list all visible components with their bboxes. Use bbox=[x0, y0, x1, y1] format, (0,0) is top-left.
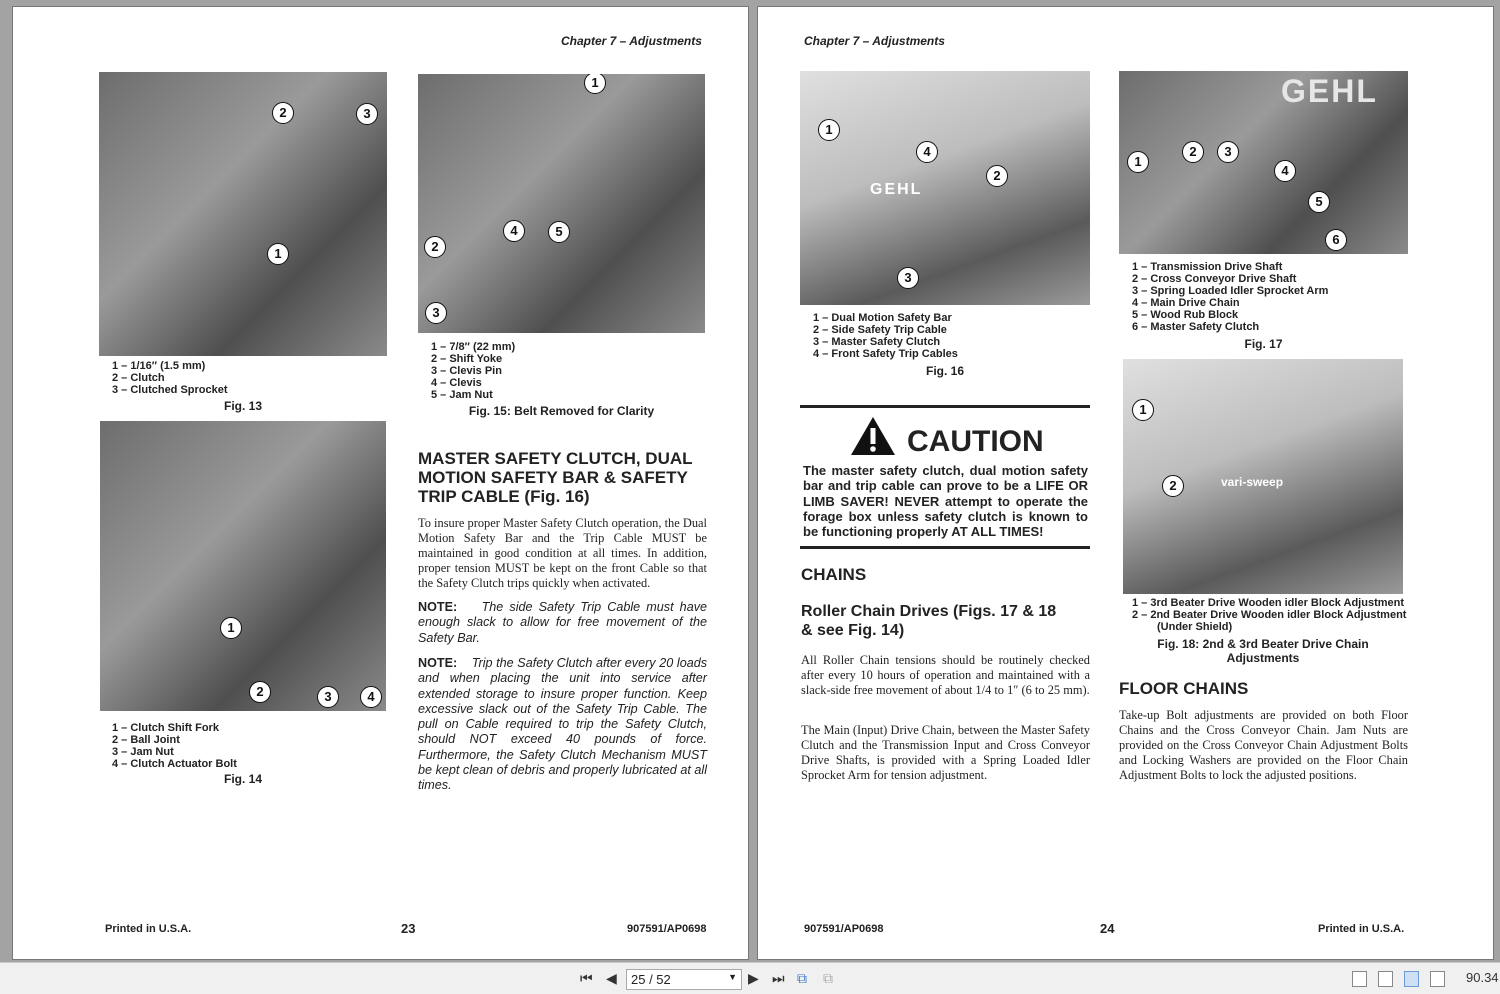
chapter-header: Chapter 7 – Adjustments bbox=[561, 34, 702, 48]
paragraph: All Roller Chain tensions should be routinely checked after every 10 hours of operation and maintained with a slack-side free movement of about 1/4 to 1″ (6 to 25 mm). bbox=[801, 653, 1090, 697]
last-page-icon[interactable]: ⏭ bbox=[772, 970, 785, 986]
roller-title: Roller Chain Drives (Figs. 17 & 18 & see Fig. 14) bbox=[801, 603, 1057, 639]
brand-logo: GEHL bbox=[870, 181, 923, 198]
fig17-caption: Fig. 17 bbox=[1244, 337, 1283, 351]
fig13-caption: Fig. 13 bbox=[223, 399, 262, 413]
callout: 6 bbox=[1325, 229, 1347, 251]
fig18-photo bbox=[1123, 359, 1403, 594]
callout: 3 bbox=[317, 686, 339, 708]
caution-title: CAUTION bbox=[907, 425, 1044, 458]
pdf-page-23 bbox=[12, 6, 749, 960]
callout: 1 bbox=[818, 119, 840, 141]
fig14-photo bbox=[100, 421, 386, 711]
warning-icon bbox=[850, 416, 896, 456]
fig18-caption: Fig. 18: 2nd & 3rd Beater Drive Chain Adjustments bbox=[1157, 637, 1369, 665]
callout: 4 bbox=[1274, 160, 1296, 182]
callout: 5 bbox=[1308, 191, 1330, 213]
chapter-header: Chapter 7 – Adjustments bbox=[804, 34, 945, 48]
note: NOTE: The side Safety Trip Cable must have enough slack to allow for free movement of the Safety Bar. bbox=[418, 600, 707, 645]
paragraph: The Main (Input) Drive Chain, between the Master Safety Clutch and the Transmission Input and Cross Conveyor Drive Shafts, is provided with a Spring Loaded Idler Sprocket Arm for tension adjustment. bbox=[801, 723, 1090, 782]
continuous-view-icon[interactable] bbox=[1378, 971, 1393, 987]
page-number: 24 bbox=[1100, 921, 1115, 936]
callout: 1 bbox=[1132, 399, 1154, 421]
callout: 2 bbox=[424, 236, 446, 258]
section-title: MASTER SAFETY CLUTCH, DUAL MOTION SAFETY BAR & SAFETY TRIP CABLE (Fig. 16) bbox=[418, 449, 693, 506]
fig15-legend: 1 – 7/8″ (22 mm) 2 – Shift Yoke 3 – Clevis Pin 4 – Clevis 5 – Jam Nut bbox=[431, 341, 516, 401]
next-page-icon[interactable]: ▶ bbox=[748, 970, 759, 986]
callout: 1 bbox=[1127, 151, 1149, 173]
two-page-continuous-view-icon[interactable] bbox=[1430, 971, 1445, 987]
caution-box bbox=[800, 405, 1090, 549]
floor-chains-title: FLOOR CHAINS bbox=[1119, 679, 1249, 698]
callout: 4 bbox=[503, 220, 525, 242]
callout: 2 bbox=[1182, 141, 1204, 163]
callout: 5 bbox=[548, 221, 570, 243]
footer-left: Printed in U.S.A. bbox=[105, 923, 192, 935]
first-page-icon[interactable]: ⏮ bbox=[580, 970, 593, 986]
callout: 3 bbox=[356, 103, 378, 125]
previous-page-icon[interactable]: ◀ bbox=[606, 970, 617, 986]
paragraph: Take-up Bolt adjustments are provided on both Floor Chains and the Cross Conveyor Chain. Jam Nuts are provided on the Cross Conveyor Chain Adjustment Bolts and Locking Washers are provided on the Floor Chain Adjustment Bolts to lock the adjusted positions. bbox=[1119, 708, 1408, 782]
callout: 2 bbox=[249, 681, 271, 703]
fig15-photo bbox=[418, 74, 705, 333]
callout: 3 bbox=[897, 267, 919, 289]
brand-logo: GEHL bbox=[1281, 73, 1378, 109]
fig13-legend: 1 – 1/16″ (1.5 mm) 2 – Clutch 3 – Clutched Sprocket bbox=[112, 360, 228, 396]
footer-left: 907591/AP0698 bbox=[804, 923, 884, 935]
two-page-view-icon[interactable] bbox=[1404, 971, 1419, 987]
pdf-page-24 bbox=[757, 6, 1494, 960]
page-number-input[interactable]: 25 / 52 ▼ bbox=[626, 969, 742, 990]
footer-right: 907591/AP0698 bbox=[627, 923, 707, 935]
pdf-toolbar bbox=[0, 962, 1500, 994]
zoom-level[interactable]: 90.34 bbox=[1466, 970, 1499, 985]
chevron-down-icon[interactable]: ▼ bbox=[728, 972, 737, 982]
fig16-caption: Fig. 16 bbox=[925, 364, 964, 378]
fig13-photo bbox=[99, 72, 387, 356]
fig15-caption: Fig. 15: Belt Removed for Clarity bbox=[468, 404, 655, 418]
chains-title: CHAINS bbox=[801, 565, 867, 584]
fig17-legend: 1 – Transmission Drive Shaft 2 – Cross Conveyor Drive Shaft 3 – Spring Loaded Idler Sprocket Arm 4 – Main Drive Chain 5 – Wood Rub Block 6 – Master Safety Clutch bbox=[1132, 261, 1329, 333]
callout: 2 bbox=[1162, 475, 1184, 497]
fig17-photo bbox=[1119, 71, 1408, 254]
forward-view-icon[interactable]: ⧉ bbox=[823, 970, 833, 986]
back-view-icon[interactable]: ⧉ bbox=[797, 970, 807, 986]
paragraph: To insure proper Master Safety Clutch operation, the Dual Motion Safety Bar and the Trip Cable MUST be maintained in good condition at all times. In addition, proper tension MUST be kept on the front Cable so that the Safety Clutch trips quickly when activated. bbox=[418, 516, 707, 590]
callout: 1 bbox=[584, 74, 606, 94]
callout: 4 bbox=[916, 141, 938, 163]
footer-right: Printed in U.S.A. bbox=[1318, 923, 1405, 935]
fig18-legend: 1 – 3rd Beater Drive Wooden idler Block Adjustment 2 – 2nd Beater Drive Wooden idler Block Adjustment (Under Shield) bbox=[1132, 597, 1407, 633]
brand-logo: vari-sweep bbox=[1221, 475, 1284, 489]
page-number: 23 bbox=[401, 921, 416, 936]
note: NOTE: Trip the Safety Clutch after every 20 loads and when placing the unit into service after extended storage to insure proper function. Keep excessive slack out of the Safety Trip Cable. The pull on Cable required to trip the Safety Clutch, should NOT exceed 40 pounds of force. Furthermore, the Safety Clutch Mechanism MUST be kept clean of debris and properly lubricated at all times. bbox=[418, 656, 707, 793]
callout: 1 bbox=[220, 617, 242, 639]
callout: 3 bbox=[425, 302, 447, 324]
fig16-photo bbox=[800, 71, 1090, 305]
callout: 3 bbox=[1217, 141, 1239, 163]
callout: 2 bbox=[272, 102, 294, 124]
fig14-caption: Fig. 14 bbox=[223, 772, 262, 786]
fig14-legend: 1 – Clutch Shift Fork 2 – Ball Joint 3 – Jam Nut 4 – Clutch Actuator Bolt bbox=[112, 722, 237, 770]
fig16-legend: 1 – Dual Motion Safety Bar 2 – Side Safety Trip Cable 3 – Master Safety Clutch 4 – Front Safety Trip Cables bbox=[813, 312, 958, 360]
single-page-view-icon[interactable] bbox=[1352, 971, 1367, 987]
callout: 4 bbox=[360, 686, 382, 708]
callout: 2 bbox=[986, 165, 1008, 187]
caution-text: The master safety clutch, dual motion safety bar and trip cable can prove to be a LIFE OR LIMB SAVER! NEVER attempt to operate the forage box unless safety clutch is known to be functioning properly AT ALL TIMES! bbox=[803, 463, 1088, 540]
callout: 1 bbox=[267, 243, 289, 265]
